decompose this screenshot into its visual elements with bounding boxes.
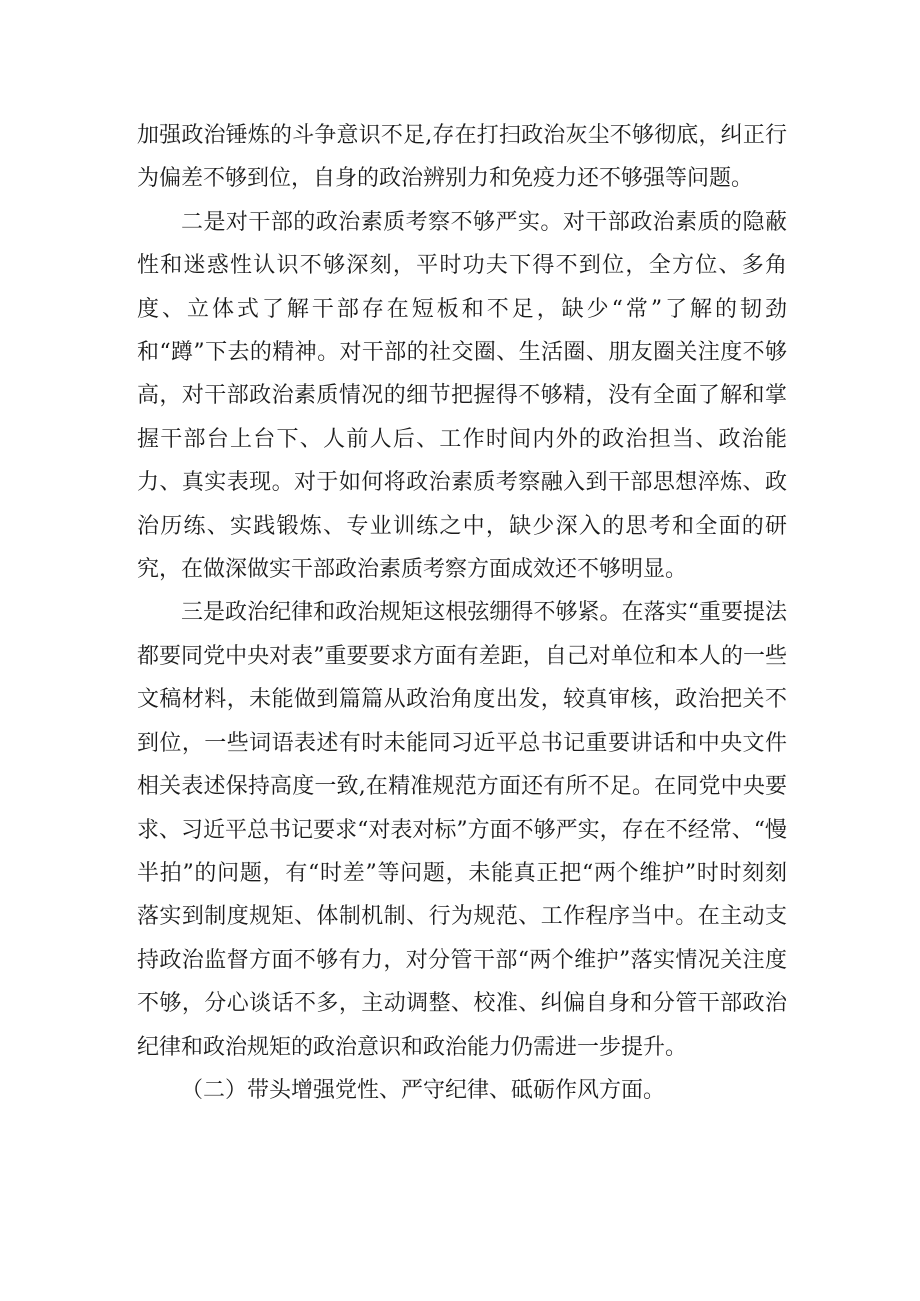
paragraph-continuation: 加强政治锤炼的斗争意识不足,存在打扫政治灰尘不够彻底，纠正行为偏差不够到位，自身的政治辨别力和免疫力还不够强等问题。 xyxy=(137,123,787,192)
paragraph-cadre-assessment: 二是对干部的政治素质考察不够严实。对干部政治素质的隐蔽性和迷惑性认识不够深刻，平时功夫下得不到位，全方位、多角度、立体式了解干部存在短板和不足，缺少“常”了解的韧劲和“蹲”下去的精神。对干部的社交圈、生活圈、朋友圈关注度不够高，对干部政治素质情况的细节把握得不够精，没有全面了解和掌握干部台上台下、人前人后、工作时间内外的政治担当、政治能力、真实表现。对于如何将政治素质考察融入到干部思想淬炼、政治历练、实践锻炼、专业训练之中，缺少深入的思考和全面的研究，在做深做实干部政治素质考察方面成效还不够明显。 xyxy=(137,209,787,583)
document-body xyxy=(137,114,787,1112)
paragraph-political-discipline: 三是政治纪律和政治规矩这根弦绷得不够紧。在落实“重要提法都要同党中央对表”重要要求方面有差距，自己对单位和本人的一些文稿材料，未能做到篇篇从政治角度出发，较真审核，政治把关不到位，一些词语表述有时未能同习近平总书记重要讲话和中央文件相关表述保持高度一致,在精准规范方面还有所不足。在同党中央要求、习近平总书记要求“对表对标”方面不够严实，存在不经常、“慢半拍”的问题，有“时差”等问题，未能真正把“两个维护”时时刻刻落实到制度规矩、体制机制、行为规范、工作程序当中。在主动支持政治监督方面不够有力，对分管干部“两个维护”落实情况关注度不够，分心谈话不多，主动调整、校准、纠偏自身和分管干部政治纪律和政治规矩的政治意识和政治能力仍需进一步提升。 xyxy=(137,600,787,1060)
section-heading-party-spirit: （二）带头增强党性、严守纪律、砥砺作风方面。 xyxy=(181,1077,666,1103)
